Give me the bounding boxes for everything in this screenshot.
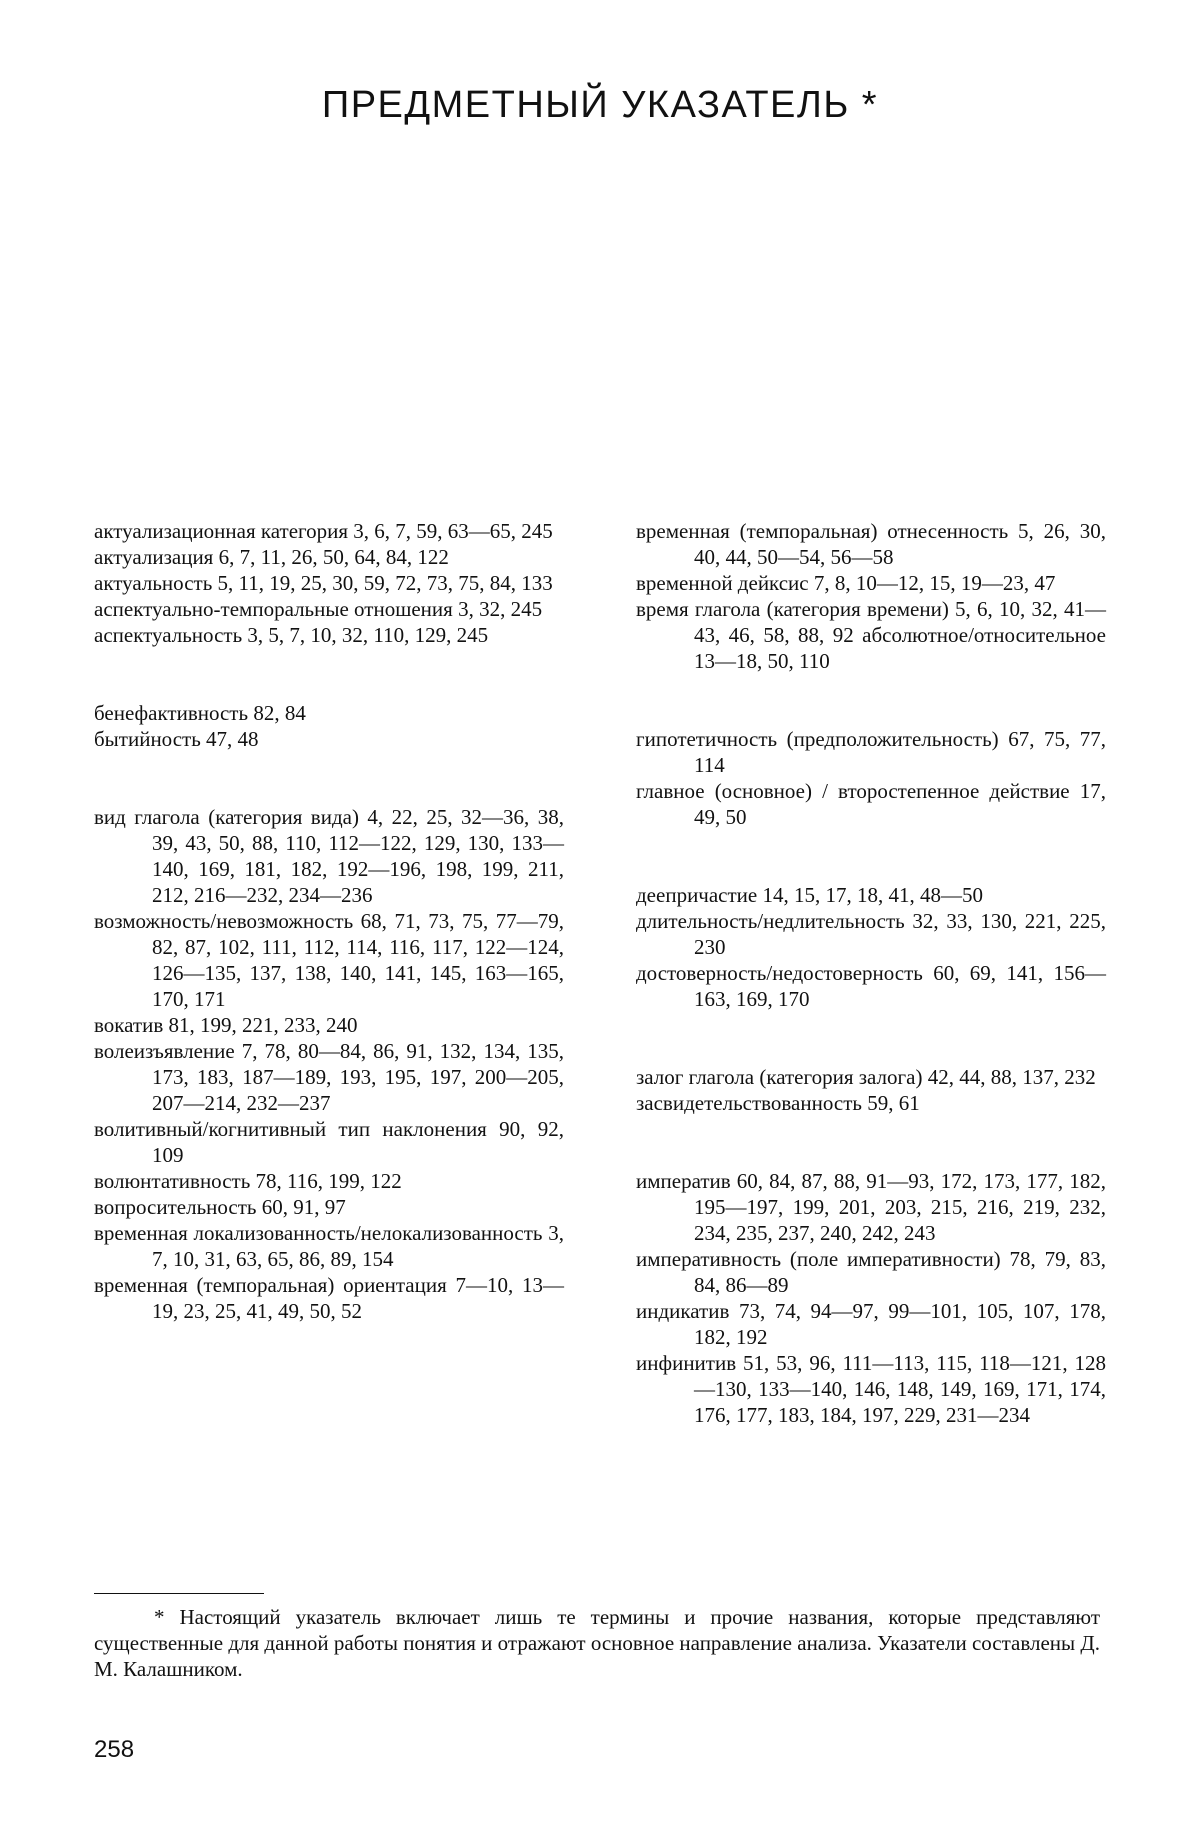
index-letter-group xyxy=(94,700,564,752)
page-title: ПРЕДМЕТНЫЙ УКАЗАТЕЛЬ * xyxy=(321,84,879,126)
index-entry: вид глагола (категория вида) 4, 22, 25, 32—36, 38, 39, 43, 50, 88, 110, 112—122, 129, 130, 133—140, 169, 181, 182, 192—196, 198, 199, 211, 212, 216—232, 234—236 xyxy=(94,805,564,907)
index-entry: залог глагола (категория залога) 42, 44, 88, 137, 232 xyxy=(636,1065,1096,1089)
index-entry: достоверность/недостоверность 60, 69, 141, 156—163, 169, 170 xyxy=(636,961,1106,1011)
index-entry: актуализационная категория 3, 6, 7, 59, 63—65, 245 xyxy=(94,519,553,543)
index-entry: гипотетичность (предположительность) 67, 75, 77, 114 xyxy=(636,727,1106,777)
index-entry: императив 60, 84, 87, 88, 91—93, 172, 173, 177, 182, 195—197, 199, 201, 203, 215, 216, 219, 232, 234, 235, 237, 240, 242, 243 xyxy=(636,1169,1106,1245)
index-entry: длительность/недлительность 32, 33, 130, 221, 225, 230 xyxy=(636,909,1106,959)
index-entry: инфинитив 51, 53, 96, 111—113, 115, 118—121, 128—130, 133—140, 146, 148, 149, 169, 171, 174, 176, 177, 183, 184, 197, 229, 231—234 xyxy=(636,1351,1106,1427)
footnote-divider xyxy=(94,1593,264,1594)
index-letter-group xyxy=(636,1168,1106,1428)
index-entry: деепричастие 14, 15, 17, 18, 41, 48—50 xyxy=(636,883,983,907)
index-entry: временной дейксис 7, 8, 10—12, 15, 19—23, 47 xyxy=(636,571,1056,595)
footnote: * Настоящий указатель включает лишь те термины и прочие названия, которые представляют существенные для данной работы понятия и отражают основное направление анализа. Указатели составлены Д. М. Калашником. xyxy=(94,1605,1100,1681)
index-entry: индикатив 73, 74, 94—97, 99—101, 105, 107, 178, 182, 192 xyxy=(636,1299,1106,1349)
index-letter-group xyxy=(636,1064,1106,1116)
index-column-right xyxy=(636,518,1106,1428)
index-entry: временная локализованность/нелокализованность 3, 7, 10, 31, 63, 65, 86, 89, 154 xyxy=(94,1221,564,1271)
index-entry: возможность/невозможность 68, 71, 73, 75, 77—79, 82, 87, 102, 111, 112, 114, 116, 117, 122—124, 126—135, 137, 138, 140, 141, 145, 163—165, 170, 171 xyxy=(94,909,564,1011)
index-entry: волитивный/когнитивный тип наклонения 90, 92, 109 xyxy=(94,1117,564,1167)
index-entry: бенефактивность 82, 84 xyxy=(94,701,306,725)
index-entry: императивность (поле императивности) 78, 79, 83, 84, 86—89 xyxy=(636,1247,1106,1297)
index-letter-group xyxy=(94,804,564,1324)
index-entry: волюнтативность 78, 116, 199, 122 xyxy=(94,1169,402,1193)
index-entry: вопросительность 60, 91, 97 xyxy=(94,1195,346,1219)
index-entry: временная (темпоральная) отнесенность 5, 26, 30, 40, 44, 50—54, 56—58 xyxy=(636,519,1106,569)
index-entry: засвидетельствованность 59, 61 xyxy=(636,1091,920,1115)
index-entry: актуальность 5, 11, 19, 25, 30, 59, 72, 73, 75, 84, 133 xyxy=(94,571,553,595)
index-entry: волеизъявление 7, 78, 80—84, 86, 91, 132, 134, 135, 173, 183, 187—189, 193, 195, 197, 200—205, 207—214, 232—237 xyxy=(94,1039,564,1115)
index-entry: аспектуальность 3, 5, 7, 10, 32, 110, 129, 245 xyxy=(94,623,489,647)
page-number: 258 xyxy=(94,1736,135,1763)
index-entry: аспектуально-темпоральные отношения 3, 32, 245 xyxy=(94,597,543,621)
index-entry: бытийность 47, 48 xyxy=(94,727,259,751)
index-letter-group xyxy=(636,726,1106,830)
index-letter-group xyxy=(94,518,564,648)
index-column-left xyxy=(94,518,564,1324)
index-entry: вокатив 81, 199, 221, 233, 240 xyxy=(94,1013,358,1037)
index-entry: временная (темпоральная) ориентация 7—10, 13—19, 23, 25, 41, 49, 50, 52 xyxy=(94,1273,564,1323)
index-entry: актуализация 6, 7, 11, 26, 50, 64, 84, 122 xyxy=(94,545,449,569)
index-letter-group xyxy=(636,882,1106,1012)
index-entry: главное (основное) / второстепенное действие 17, 49, 50 xyxy=(636,779,1106,829)
index-letter-group xyxy=(636,518,1106,674)
index-entry: время глагола (категория времени) 5, 6, 10, 32, 41—43, 46, 58, 88, 92 абсолютное/относительное 13—18, 50, 110 xyxy=(636,597,1106,673)
